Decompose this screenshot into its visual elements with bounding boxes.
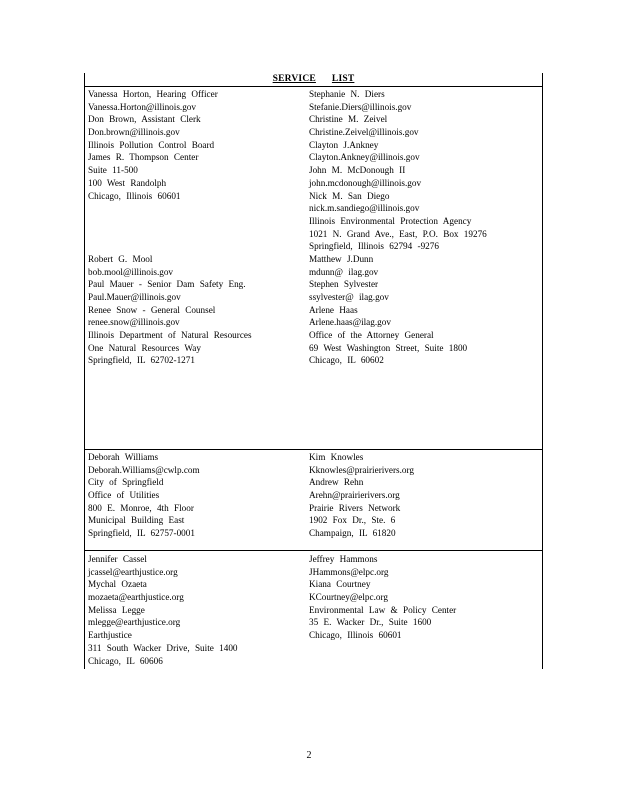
address-line: Mychal Ozaeta <box>88 579 147 590</box>
address-line: mdunn@ ilag.gov <box>309 266 379 277</box>
address-line: mozaeta@earthjustice.org <box>88 592 184 603</box>
title-word-1: SERVICE <box>272 74 316 84</box>
address-line: Springfield, Illinois 62794 -9276 <box>309 241 439 252</box>
address-line: Stephanie N. Diers <box>309 89 385 99</box>
address-line: Prairie Rivers Network <box>309 502 401 513</box>
table-right-border <box>542 73 543 669</box>
address-line: mlegge@earthjustice.org <box>88 617 181 628</box>
section-divider-1 <box>84 449 543 450</box>
address-line: City of Springfield <box>88 477 164 488</box>
address-line: ssylvester@ ilag.gov <box>309 292 389 302</box>
address-line: Renee Snow - General Counsel <box>88 304 216 315</box>
section-3-right <box>309 553 456 642</box>
address-line: john.mcdonough@illinois.gov <box>309 177 422 188</box>
address-line: Chicago, IL 60606 <box>88 655 163 666</box>
address-line: Chicago, IL 60602 <box>309 355 384 366</box>
address-line: Kim Knowles <box>309 452 364 462</box>
section-2-right <box>309 451 414 540</box>
address-line <box>88 215 252 228</box>
address-line: 1021 N. Grand Ave., East, P.O. Box 19276 <box>309 228 487 239</box>
address-line: Illinois Pollution Control Board <box>88 139 215 150</box>
address-line: James R. Thompson Center <box>88 152 199 163</box>
address-line: Melissa Legge <box>88 604 145 615</box>
address-line <box>88 228 252 241</box>
title-word-2: LIST <box>331 74 355 84</box>
address-line: Office of Utilities <box>88 490 160 501</box>
address-line: Chicago, Illinois 60601 <box>88 190 181 201</box>
address-line: 311 South Wacker Drive, Suite 1400 <box>88 642 238 653</box>
address-line: renee.snow@illinois.gov <box>88 317 180 328</box>
address-line: Matthew J.Dunn <box>309 253 374 264</box>
address-line: JHammons@elpc.org <box>309 566 389 577</box>
address-line: John M. McDonough II <box>309 165 406 176</box>
address-line: Christine.Zeivel@illinois.gov <box>309 127 419 138</box>
service-list-table <box>84 73 543 669</box>
address-line: nick.m.sandiego@illinois.gov <box>309 203 420 214</box>
address-line: Champaign, IL 61820 <box>309 528 396 539</box>
address-line: Kiana Courtney <box>309 579 371 590</box>
address-line <box>88 202 252 215</box>
address-line: Robert G. Mool <box>88 253 153 264</box>
address-line: jcassel@earthjustice.org <box>88 566 178 577</box>
address-line: Jeffrey Hammons <box>309 554 378 564</box>
section-divider-2 <box>84 550 543 551</box>
address-line: Earthjustice <box>88 630 132 641</box>
section-1-left <box>88 88 252 367</box>
address-line: KCourtney@elpc.org <box>309 592 388 603</box>
address-line: Paul.Mauer@illinois.gov <box>88 292 181 302</box>
section-1-right <box>309 88 487 367</box>
address-line: 1902 Fox Dr., Ste. 6 <box>309 515 396 526</box>
address-line: Paul Mauer - Senior Dam Safety Eng. <box>88 279 246 290</box>
address-line: Environmental Law & Policy Center <box>309 604 457 615</box>
address-line: Don.brown@illinois.gov <box>88 127 180 138</box>
page-number: 2 <box>306 750 312 761</box>
address-line: 35 E. Wacker Dr., Suite 1600 <box>309 617 432 628</box>
address-line: Clayton J.Ankney <box>309 139 379 150</box>
title-divider <box>84 86 543 87</box>
address-line: Vanessa Horton, Hearing Officer <box>88 89 218 99</box>
service-list-title <box>84 74 543 84</box>
address-line: Arlene.haas@ilag.gov <box>309 317 391 328</box>
address-line: bob.mool@illinois.gov <box>88 266 174 277</box>
address-line: Stephen Sylvester <box>309 279 379 290</box>
address-line: Suite 11-500 <box>88 165 138 176</box>
address-line: Springfield, IL 62757-0001 <box>88 528 195 539</box>
address-line: Jennifer Cassel <box>88 554 147 564</box>
address-line: Illinois Department of Natural Resources <box>88 330 252 341</box>
address-line <box>88 240 252 253</box>
address-line: Arlene Haas <box>309 304 358 315</box>
address-line: Christine M. Zeivel <box>309 114 388 125</box>
address-line: Illinois Environmental Protection Agency <box>309 215 472 226</box>
address-line: Kknowles@prairierivers.org <box>309 464 414 475</box>
table-left-border <box>84 73 85 669</box>
address-line: Stefanie.Diers@illinois.gov <box>309 101 412 112</box>
address-line: 69 West Washington Street, Suite 1800 <box>309 342 468 353</box>
section-2-left <box>88 451 200 540</box>
address-line: Andrew Rehn <box>309 477 364 488</box>
address-line: 800 E. Monroe, 4th Floor <box>88 502 194 513</box>
address-line: Vanessa.Horton@illinois.gov <box>88 101 196 112</box>
address-line: Arehn@prairierivers.org <box>309 490 400 501</box>
address-line: Nick M. San Diego <box>309 190 390 201</box>
address-line: Office of the Attorney General <box>309 330 434 341</box>
address-line: 100 West Randolph <box>88 177 167 188</box>
address-line: Deborah.Williams@cwlp.com <box>88 464 200 475</box>
address-line: One Natural Resources Way <box>88 342 201 353</box>
section-3-left <box>88 553 238 667</box>
address-line: Clayton.Ankney@illinois.gov <box>309 152 420 163</box>
address-line: Springfield, IL 62702-1271 <box>88 355 195 366</box>
address-line: Municipal Building East <box>88 515 185 526</box>
address-line: Don Brown, Assistant Clerk <box>88 114 201 125</box>
address-line: Deborah Williams <box>88 452 159 462</box>
address-line: Chicago, Illinois 60601 <box>309 630 402 641</box>
